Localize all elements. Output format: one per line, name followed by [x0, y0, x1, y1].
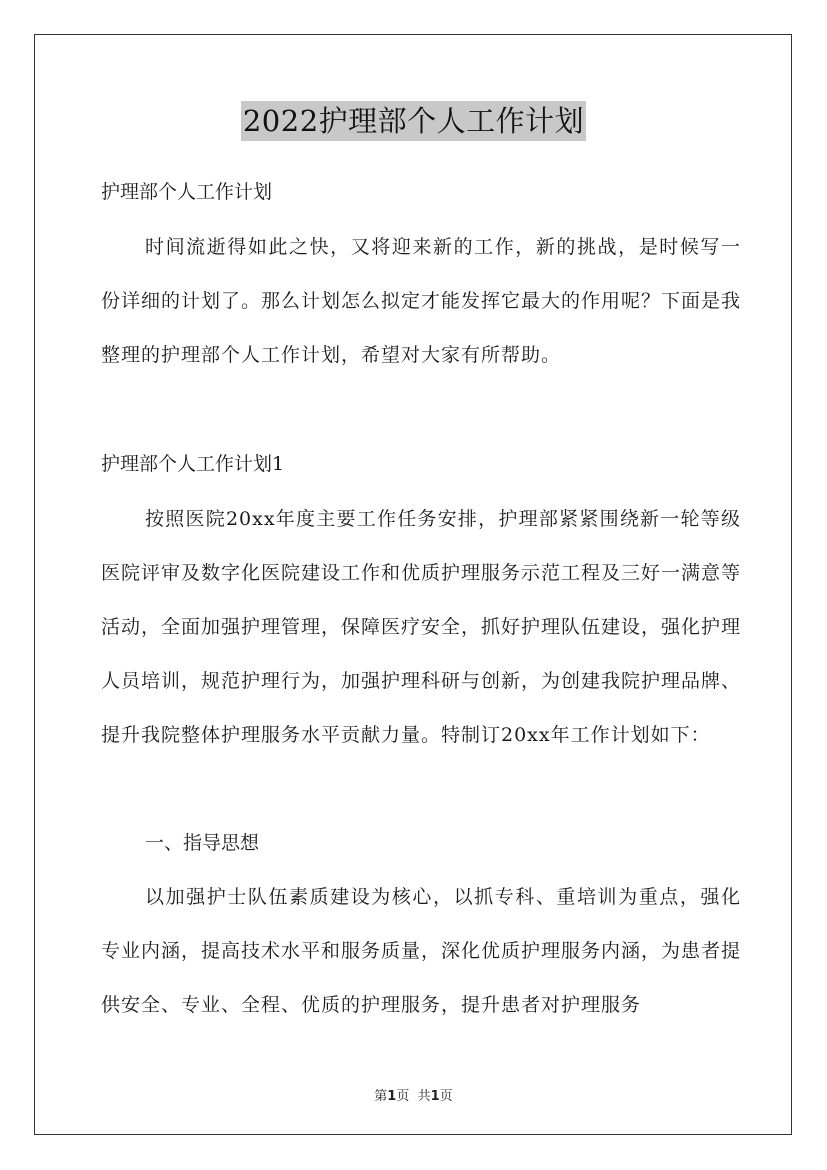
page-footer [0, 1085, 827, 1104]
footer-page-suffix: 页 [396, 1089, 410, 1104]
footer-page-number: 1 [387, 1089, 397, 1104]
body-paragraph-2: 以加强护士队伍素质建设为核心，以抓专科、重培训为重点，强化专业内涵，提高技术水平和服务质量，深化优质护理服务内涵，为患者提供安全、专业、全程、优质的护理服务，提升患者对护理服务 [101, 886, 742, 1016]
footer-total-prefix: 共 [417, 1089, 431, 1104]
footer-total-pages: 1 [430, 1089, 440, 1104]
intro-paragraph: 时间流逝得如此之快，又将迎来新的工作，新的挑战，是时候写一份详细的计划了。那么计划怎么拟定才能发挥它最大的作用呢？下面是我整理的护理部个人工作计划，希望对大家有所帮助。 [101, 236, 742, 366]
footer-prefix: 第 [374, 1089, 388, 1104]
body-paragraph-1: 按照医院20xx年度主要工作任务安排，护理部紧紧围绕新一轮等级医院评审及数字化医院建设工作和优质护理服务示范工程及三好一满意等活动，全面加强护理管理，保障医疗安全，抓好护理队伍建设，强化护理人员培训，规范护理行为，加强护理科研与创新，为创建我院护理品牌、提升我院整体护理服务水平贡献力量。特制订20xx年工作计划如下： [101, 508, 742, 746]
document-title: 2022护理部个人工作计划 [241, 101, 586, 141]
section-heading: 护理部个人工作计划 [101, 181, 273, 203]
section-heading-1: 护理部个人工作计划1 [101, 453, 285, 475]
subheading-guiding-ideology: 一、指导思想 [145, 832, 260, 854]
footer-total-suffix: 页 [439, 1089, 453, 1104]
title-wrap [0, 101, 827, 141]
